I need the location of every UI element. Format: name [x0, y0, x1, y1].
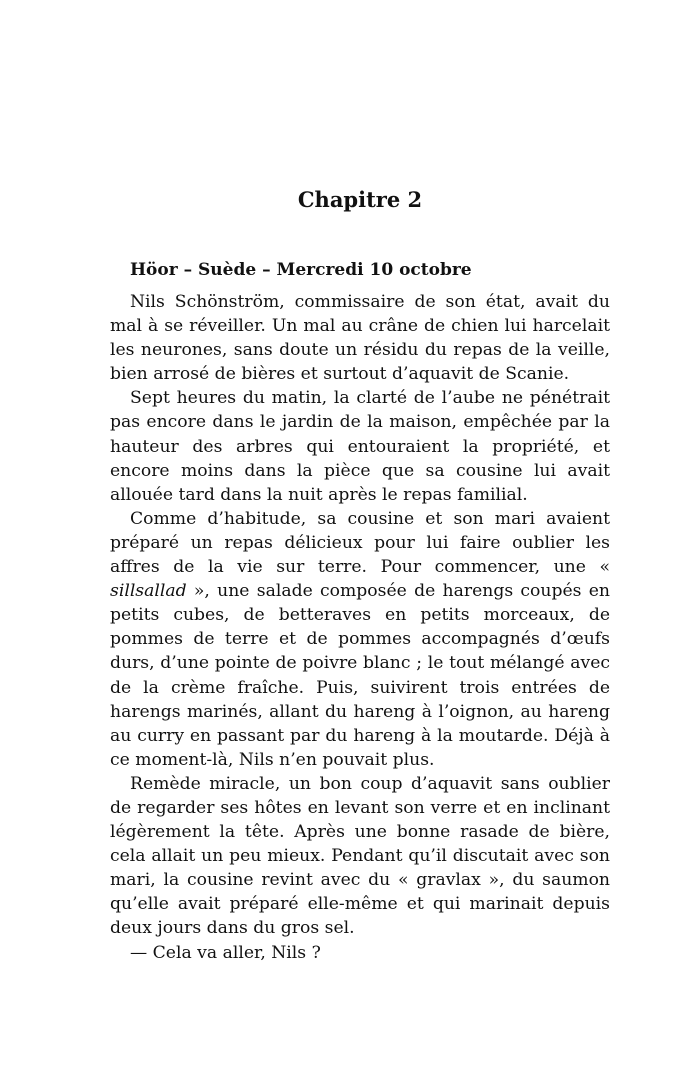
paragraph-text: », une salade composée de harengs coupés en petits cubes, de betteraves en petits morceaux, de pommes de terre et de pommes accompagnés d’œufs durs, d’une pointe de poivre blanc ; le tout mélangé avec de la crème fraîche. Puis, suivirent trois entrées de harengs marinés, allant du hareng à l’oignon, au hareng au curry en passant par du hareng à la moutarde. Déjà à ce moment-là, Nils n’en pouvait plus.: [110, 581, 610, 770]
paragraph: [110, 507, 610, 772]
section-heading: Höor – Suède – Mercredi 10 octobre: [130, 260, 472, 280]
paragraph: Nils Schönström, commissaire de son état, avait du mal à se réveiller. Un mal au crâne de chien lui harcelait les neurones, sans doute un résidu du repas de la veille, bien arrosé de bières et surtout d’aquavit de Scanie.: [110, 292, 610, 385]
chapter-title: Chapitre 2: [297, 187, 423, 212]
paragraph-text: Comme d’habitude, sa cousine et son mari avaient préparé un repas délicieux pour lui faire oublier les affres de la vie sur terre. Pour commencer, une «: [110, 508, 610, 578]
chapter-body: [110, 290, 610, 965]
italic-term: sillsallad: [110, 581, 187, 602]
paragraph: Sept heures du matin, la clarté de l’aube ne pénétrait pas encore dans le jardin de la maison, empêchée par la hauteur des arbres qui entouraient la propriété, et encore moins dans la pièce que sa cousine lui avait allouée tard dans la nuit après le repas familial.: [110, 388, 610, 505]
dialogue-line: — Cela va aller, Nils ?: [130, 942, 321, 963]
paragraph: Remède miracle, un bon coup d’aquavit sans oublier de regarder ses hôtes en levant son verre et en inclinant légèrement la tête. Après une bonne rasade de bière, cela allait un peu mieux. Pendant qu’il discutait avec son mari, la cousine revint avec du « gravlax », du saumon qu’elle avait préparé elle-même et qui marinait depuis deux jours dans du gros sel.: [110, 773, 610, 939]
